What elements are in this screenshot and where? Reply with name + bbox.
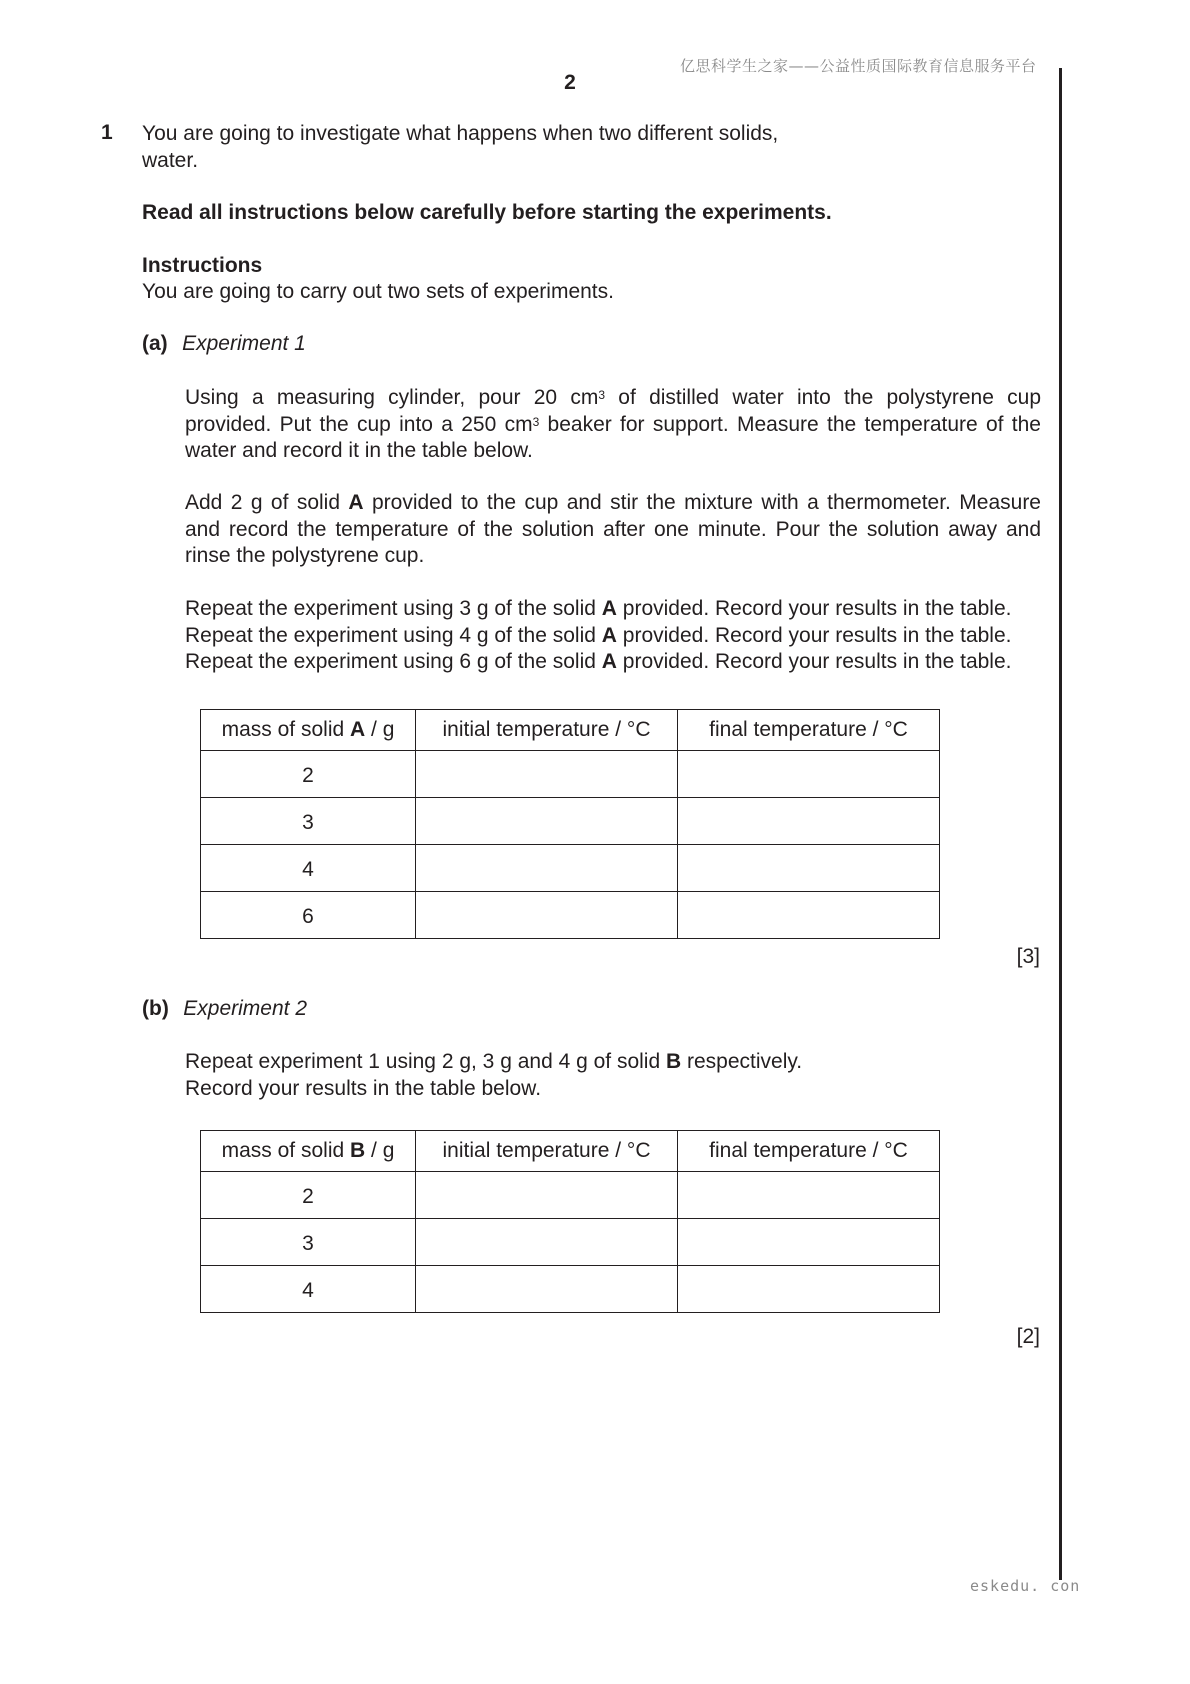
p1-line2-b: beaker for support. Measure the temperature of the [539, 412, 1041, 436]
repeat-pre: Repeat the experiment using 6 g of the solid [185, 650, 602, 673]
p1-line2 [185, 412, 1041, 439]
initial-temp-cell[interactable] [416, 845, 678, 892]
initial-temp-cell[interactable] [416, 1172, 678, 1219]
header-final-temp: final temperature / °C [678, 710, 940, 751]
initial-temp-cell[interactable] [416, 798, 678, 845]
table-row [201, 751, 940, 798]
part-a-repeats [185, 596, 1041, 676]
initial-temp-cell[interactable] [416, 1219, 678, 1266]
final-temp-cell[interactable] [678, 1266, 940, 1313]
p2-line1 [185, 490, 1041, 517]
final-temp-cell[interactable] [678, 798, 940, 845]
part-b-line1 [185, 1050, 802, 1073]
mass-cell: 3 [201, 1219, 416, 1266]
table-header-row [201, 710, 940, 751]
mass-cell: 6 [201, 892, 416, 939]
part-b-title: Experiment 2 [183, 997, 308, 1020]
repeat-line [185, 623, 1041, 650]
instructions-heading: Instructions [142, 254, 263, 277]
p2-line2: and record the temperature of the solution after one minute. Pour the solution away and [185, 517, 1041, 541]
part-b-line2: Record your results in the table below. [185, 1076, 542, 1100]
p2-line1-b: provided to the cup and stir the mixture with a thermometer. Measure [363, 491, 1041, 514]
footer-site: eskedu. con [970, 1577, 1081, 1595]
results-table-a [200, 709, 940, 939]
instructions-text: You are going to carry out two sets of experiments. [142, 280, 614, 303]
part-a-heading [142, 332, 306, 356]
margin-rule [1059, 68, 1062, 1580]
repeat-line [185, 649, 1041, 676]
p2-line1-bold: A [348, 491, 364, 514]
read-instructions-note: Read all instructions below carefully before starting the experiments. [142, 201, 832, 224]
final-temp-cell[interactable] [678, 1219, 940, 1266]
part-a-label: (a) [142, 332, 168, 355]
table-row [201, 845, 940, 892]
question-intro-line2: water. [142, 148, 199, 172]
part-b-line1-bold: B [665, 1050, 682, 1073]
header-mass-pre: mass of solid [221, 718, 351, 741]
final-temp-cell[interactable] [678, 751, 940, 798]
p1-line1-a: Using a measuring cylinder, pour 20 cm [185, 386, 599, 409]
table-row [201, 892, 940, 939]
final-temp-cell[interactable] [678, 892, 940, 939]
header-mass [201, 1131, 416, 1172]
question-intro-line1: You are going to investigate what happens when two different solids, [142, 122, 779, 145]
marks-b: [2] [1016, 1325, 1040, 1348]
mass-cell: 4 [201, 845, 416, 892]
p1-line1-b: of distilled water into the polystyrene cup [605, 386, 1042, 409]
question-intro [142, 121, 842, 174]
header-mass-post: / g [365, 718, 395, 741]
p2-line3: rinse the polystyrene cup. [185, 544, 425, 567]
mass-cell: 2 [201, 751, 416, 798]
repeat-post: provided. Record your results in the table. [616, 650, 1012, 673]
initial-temp-cell[interactable] [416, 892, 678, 939]
final-temp-cell[interactable] [678, 1172, 940, 1219]
watermark: 亿思科学生之家——公益性质国际教育信息服务平台 [680, 57, 1037, 75]
repeat-bold: A [601, 650, 617, 673]
mass-cell: 4 [201, 1266, 416, 1313]
p1-line3: water and record it in the table below. [185, 439, 533, 462]
header-mass-pre: mass of solid [221, 1139, 351, 1162]
header-mass [201, 710, 416, 751]
repeat-post: provided. Record your results in the table. [616, 623, 1012, 647]
part-a-title: Experiment 1 [182, 332, 306, 355]
repeat-pre: Repeat the experiment using 4 g of the solid [185, 623, 602, 647]
part-a-paragraph-2 [185, 490, 1041, 570]
p1-line1-sup: 3 [598, 388, 606, 402]
question-number: 1 [101, 121, 113, 144]
repeat-bold: A [601, 597, 617, 620]
part-b-label: (b) [142, 997, 169, 1020]
part-b-paragraph [185, 1049, 802, 1102]
header-final-temp: final temperature / °C [678, 1131, 940, 1172]
part-b-line1-b: respectively. [681, 1050, 803, 1073]
mass-cell: 2 [201, 1172, 416, 1219]
mass-cell: 3 [201, 798, 416, 845]
final-temp-cell[interactable] [678, 845, 940, 892]
part-a-paragraph-1 [185, 385, 1041, 465]
part-b-heading [142, 997, 307, 1021]
table-row [201, 798, 940, 845]
header-initial-temp: initial temperature / °C [416, 1131, 678, 1172]
header-initial-temp: initial temperature / °C [416, 710, 678, 751]
repeat-pre: Repeat the experiment using 3 g of the solid [185, 597, 602, 620]
repeat-line [185, 596, 1041, 623]
repeat-bold: A [601, 623, 617, 647]
table-row [201, 1266, 940, 1313]
marks-a: [3] [1016, 945, 1040, 968]
p2-line1-a: Add 2 g of solid [185, 491, 349, 514]
p1-line2-a: provided. Put the cup into a 250 cm [185, 412, 533, 436]
results-table-b [200, 1130, 940, 1313]
p1-line1 [185, 385, 1041, 412]
initial-temp-cell[interactable] [416, 751, 678, 798]
page-number: 2 [564, 71, 576, 94]
initial-temp-cell[interactable] [416, 1266, 678, 1313]
repeat-post: provided. Record your results in the table. [616, 597, 1012, 620]
table-row [201, 1219, 940, 1266]
header-mass-bold: A [350, 718, 366, 741]
table-header-row [201, 1131, 940, 1172]
header-mass-post: / g [365, 1139, 395, 1162]
table-row [201, 1172, 940, 1219]
p1-line2-sup: 3 [532, 414, 540, 429]
part-b-line1-a: Repeat experiment 1 using 2 g, 3 g and 4 g of solid [185, 1050, 666, 1073]
header-mass-bold: B [350, 1139, 366, 1162]
